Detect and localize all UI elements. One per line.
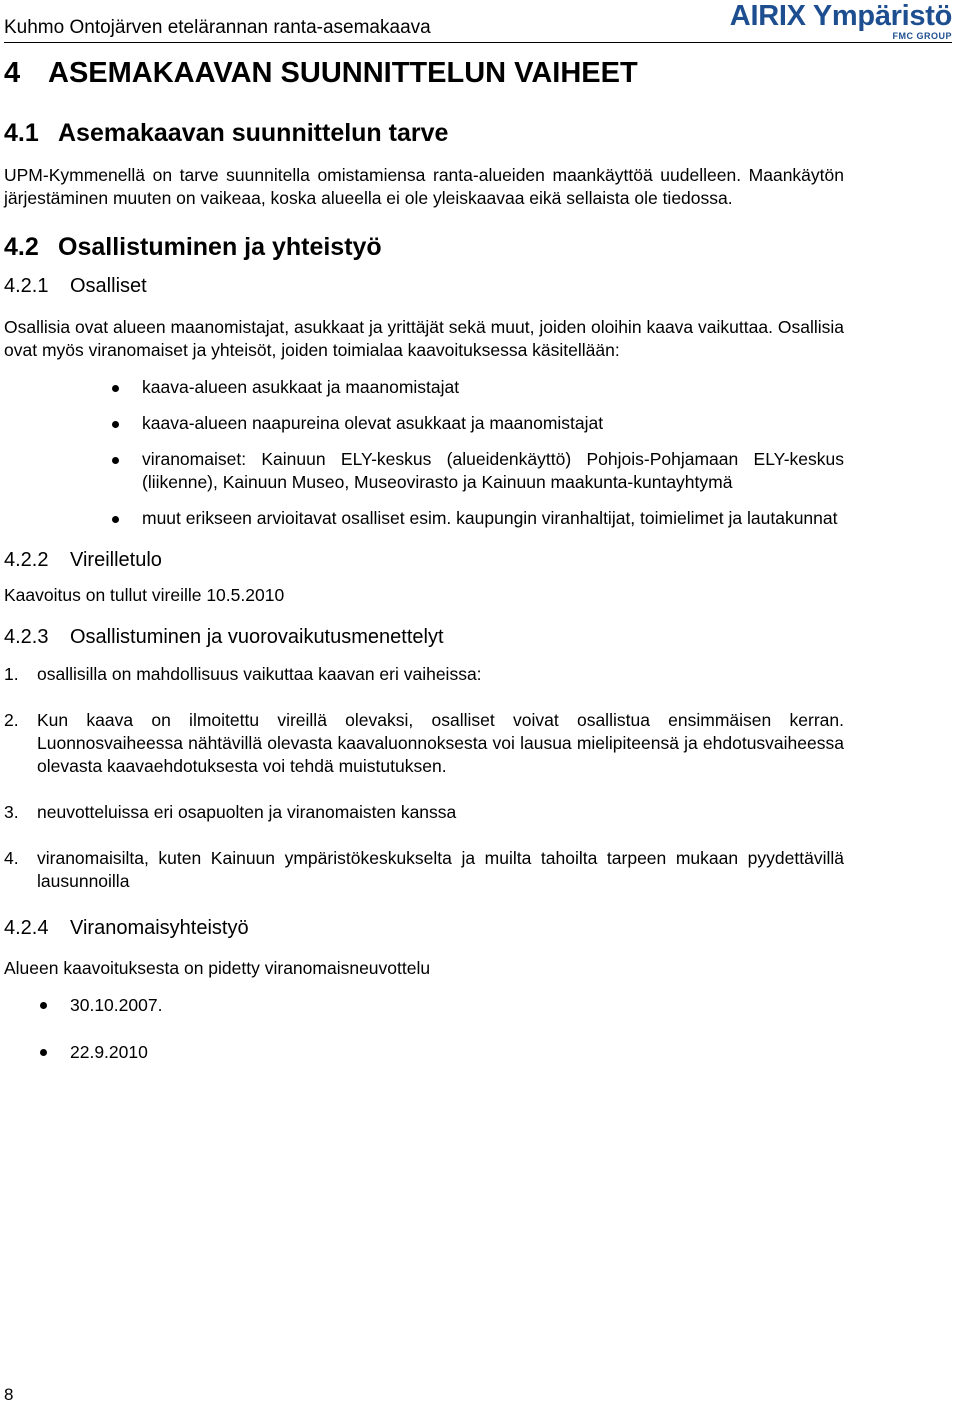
- header-divider: [4, 42, 952, 43]
- meeting-dates-list: [4, 994, 844, 1064]
- heading-4-1: [4, 118, 844, 148]
- logo-sub-text: FMC GROUP: [892, 31, 952, 41]
- participation-item-text: Kun kaava on ilmoitettu vireillä olevaksi, osalliset voivat osallistua ensimmäisen kerran. Luonnosvaiheessa nähtävillä olevasta kaavaluonnoksesta voi lausua mielipiteensä ja ehdotusvaiheessa olevasta kaavaehdotuksesta voi tehdä muistutuksen.: [37, 709, 844, 776]
- participation-item: [4, 847, 844, 893]
- heading-4-2-4-title: Viranomaisyhteistyö: [70, 916, 249, 939]
- paragraph-4-2-1: Osallisia ovat alueen maanomistajat, asukkaat ja yrittäjät sekä muut, joiden oloihin kaava vaikuttaa. Osallisia ovat myös viranomaiset ja yhteisöt, joiden toimialaa kaavoituksessa käsitellään:: [4, 316, 844, 360]
- stakeholder-list: [4, 376, 844, 530]
- stakeholder-item: muut erikseen arvioitavat osalliset esim. kaupungin viranhaltijat, toimielimet ja lautakunnat: [142, 507, 844, 530]
- heading-4-2-1-number: 4.2.1: [4, 274, 49, 297]
- stakeholder-item: viranomaiset: Kainuun ELY-keskus (alueidenkäyttö) Pohjois-Pohjamaan ELY-keskus (liikenne), Kainuun Museo, Museovirasto ja Kainuun maakunta-kuntayhtymä: [142, 448, 844, 492]
- participation-item-number: 2.: [4, 709, 19, 730]
- heading-4-1-title: Asemakaavan suunnittelun tarve: [58, 118, 449, 147]
- page-content: [4, 56, 844, 1088]
- heading-4-2-2-number: 4.2.2: [4, 548, 49, 571]
- heading-4-2-1: [4, 274, 844, 298]
- page-number: 8: [4, 1385, 14, 1404]
- heading-4-2-2: [4, 548, 844, 572]
- page-header: [4, 0, 952, 46]
- logo-main-text: AIRIX Ympäristö: [729, 0, 952, 32]
- header-title: Kuhmo Ontojärven etelärannan ranta-asemakaava: [4, 17, 431, 38]
- participation-item-text: neuvotteluissa eri osapuolten ja viranomaisten kanssa: [37, 801, 457, 822]
- heading-4-2-title: Osallistuminen ja yhteistyö: [58, 232, 382, 261]
- heading-4-number: 4: [4, 57, 21, 89]
- heading-4: [4, 56, 844, 91]
- heading-4-2-3-number: 4.2.3: [4, 625, 49, 648]
- heading-4-2-3: [4, 625, 844, 649]
- stakeholder-item: kaava-alueen asukkaat ja maanomistajat: [142, 376, 844, 399]
- heading-4-2-2-title: Vireilletulo: [70, 548, 162, 571]
- heading-4-1-number: 4.1: [4, 118, 39, 147]
- airix-logo: [730, 2, 952, 41]
- heading-4-2-3-title: Osallistuminen ja vuorovaikutusmenettelyt: [70, 625, 444, 648]
- stakeholder-item: kaava-alueen naapureina olevat asukkaat ja maanomistajat: [142, 412, 844, 435]
- participation-item-text: osallisilla on mahdollisuus vaikuttaa kaavan eri vaiheissa:: [37, 663, 482, 684]
- participation-item-number: 3.: [4, 801, 19, 822]
- participation-item: [4, 801, 844, 824]
- participation-item-number: 1.: [4, 663, 19, 684]
- participation-list: [4, 663, 844, 893]
- paragraph-4-2-2: Kaavoitus on tullut vireille 10.5.2010: [4, 584, 285, 605]
- heading-4-title: ASEMAKAAVAN SUUNNITTELUN VAIHEET: [48, 57, 638, 89]
- heading-4-2: [4, 232, 844, 262]
- participation-item-number: 4.: [4, 847, 19, 868]
- heading-4-2-4: [4, 916, 844, 940]
- paragraph-4-2-4: Alueen kaavoituksesta on pidetty viranomaisneuvottelu: [4, 957, 431, 978]
- participation-item-text: viranomaisilta, kuten Kainuun ympäristökeskukselta ja muilta tahoilta tarpeen mukaan pyydettävillä lausunnoilla: [37, 847, 844, 891]
- heading-4-2-1-title: Osalliset: [70, 274, 147, 297]
- meeting-date: 22.9.2010: [70, 1041, 844, 1064]
- participation-item: [4, 663, 844, 686]
- meeting-date: 30.10.2007.: [70, 994, 844, 1017]
- paragraph-4-1: UPM-Kymmenellä on tarve suunnitella omistamiensa ranta-alueiden maankäyttöä uudelleen. Maankäytön järjestäminen muuten on vaikeaa, koska alueella ei ole yleiskaavaa eikä sellaista ole tiedossa.: [4, 164, 844, 208]
- heading-4-2-4-number: 4.2.4: [4, 916, 49, 939]
- participation-item: [4, 709, 844, 778]
- heading-4-2-number: 4.2: [4, 232, 39, 261]
